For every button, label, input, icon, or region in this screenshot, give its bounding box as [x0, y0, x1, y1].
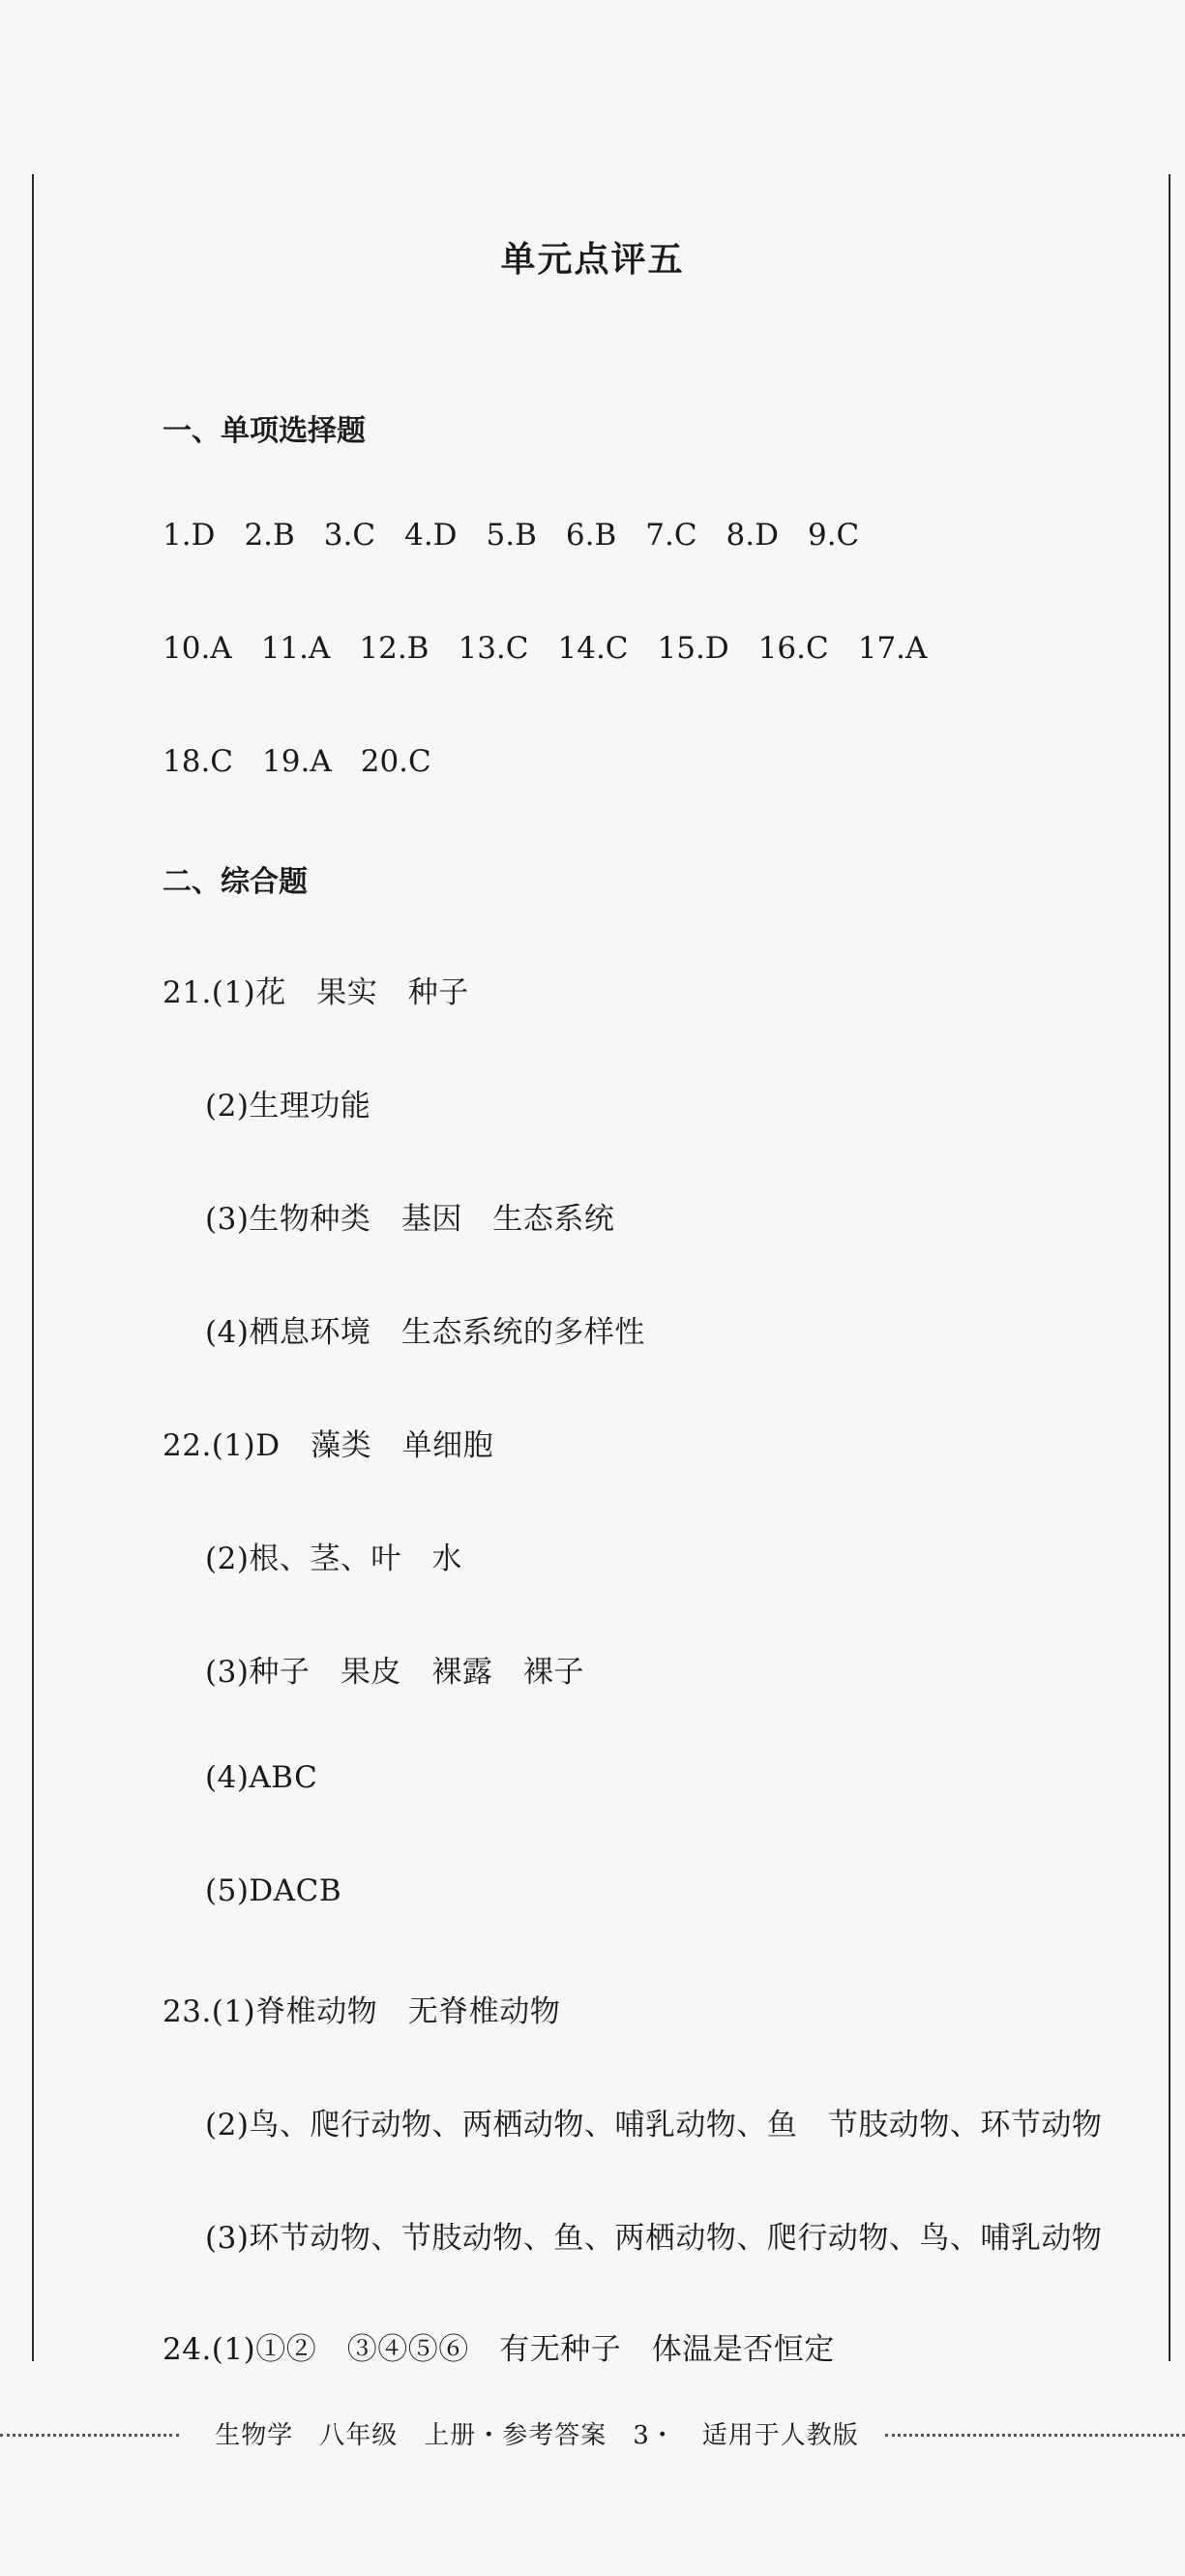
answer-line: (3)环节动物、节肢动物、鱼、两栖动物、爬行动物、鸟、哺乳动物 [205, 2221, 1103, 2256]
mc-answer: 18.C [163, 744, 234, 779]
left-margin-rule [32, 174, 34, 2361]
footer-dotted-rule-right [885, 2434, 1185, 2437]
answer-line: (2)鸟、爬行动物、两栖动物、哺乳动物、鱼 节肢动物、环节动物 [205, 2108, 1103, 2142]
footer-dotted-rule-left [0, 2434, 179, 2437]
page-title: 单元点评五 [500, 240, 685, 280]
mc-answer: 5.B [486, 518, 537, 553]
answer-line: (2)根、茎、叶 水 [205, 1542, 462, 1576]
mc-answer: 8.D [726, 518, 779, 553]
mc-answer: 17.A [857, 631, 928, 666]
mc-answer: 6.B [565, 518, 617, 553]
mc-answer: 13.C [458, 631, 529, 666]
answer-line: 24.(1)①② ③④⑤⑥ 有无种子 体温是否恒定 [163, 2332, 835, 2367]
answer-line: (2)生理功能 [205, 1089, 371, 1123]
mc-answer: 14.C [557, 631, 629, 666]
mc-answer: 1.D [163, 518, 216, 553]
section-heading-comprehensive: 二、综合题 [163, 865, 308, 899]
mc-answer: 16.C [757, 631, 829, 666]
mc-answer: 10.A [163, 631, 232, 666]
answer-line: (5)DACB [205, 1873, 342, 1908]
mc-answer: 15.D [657, 631, 729, 666]
mc-answer: 20.C [360, 744, 431, 779]
answer-line: 23.(1)脊椎动物 无脊椎动物 [163, 1994, 561, 2029]
section-heading-multiple-choice: 一、单项选择题 [163, 414, 366, 448]
answer-line: (3)生物种类 基因 生态系统 [205, 1202, 615, 1237]
answer-line: (3)种子 果皮 裸露 裸子 [205, 1655, 584, 1690]
answer-line: 21.(1)花 果实 种子 [163, 975, 469, 1010]
mc-answer: 2.B [244, 518, 295, 553]
mc-answer: 19.A [262, 744, 332, 779]
mc-row-2 [163, 631, 956, 666]
mc-answer: 7.C [645, 518, 697, 553]
mc-answer: 3.C [323, 518, 376, 553]
mc-answer: 4.D [404, 518, 458, 553]
right-margin-rule [1169, 174, 1170, 2361]
mc-row-3 [163, 744, 460, 779]
answer-line: (4)栖息环境 生态系统的多样性 [205, 1315, 645, 1350]
mc-row-1 [163, 518, 888, 553]
answer-line: 22.(1)D 藻类 单细胞 [163, 1428, 494, 1463]
mc-answer: 11.A [260, 631, 331, 666]
page-footer: 生物学 八年级 上册・参考答案 3・ 适用于人教版 [215, 2421, 859, 2450]
answer-line: (4)ABC [205, 1760, 318, 1795]
mc-answer: 12.B [359, 631, 430, 666]
mc-answer: 9.C [807, 518, 860, 553]
